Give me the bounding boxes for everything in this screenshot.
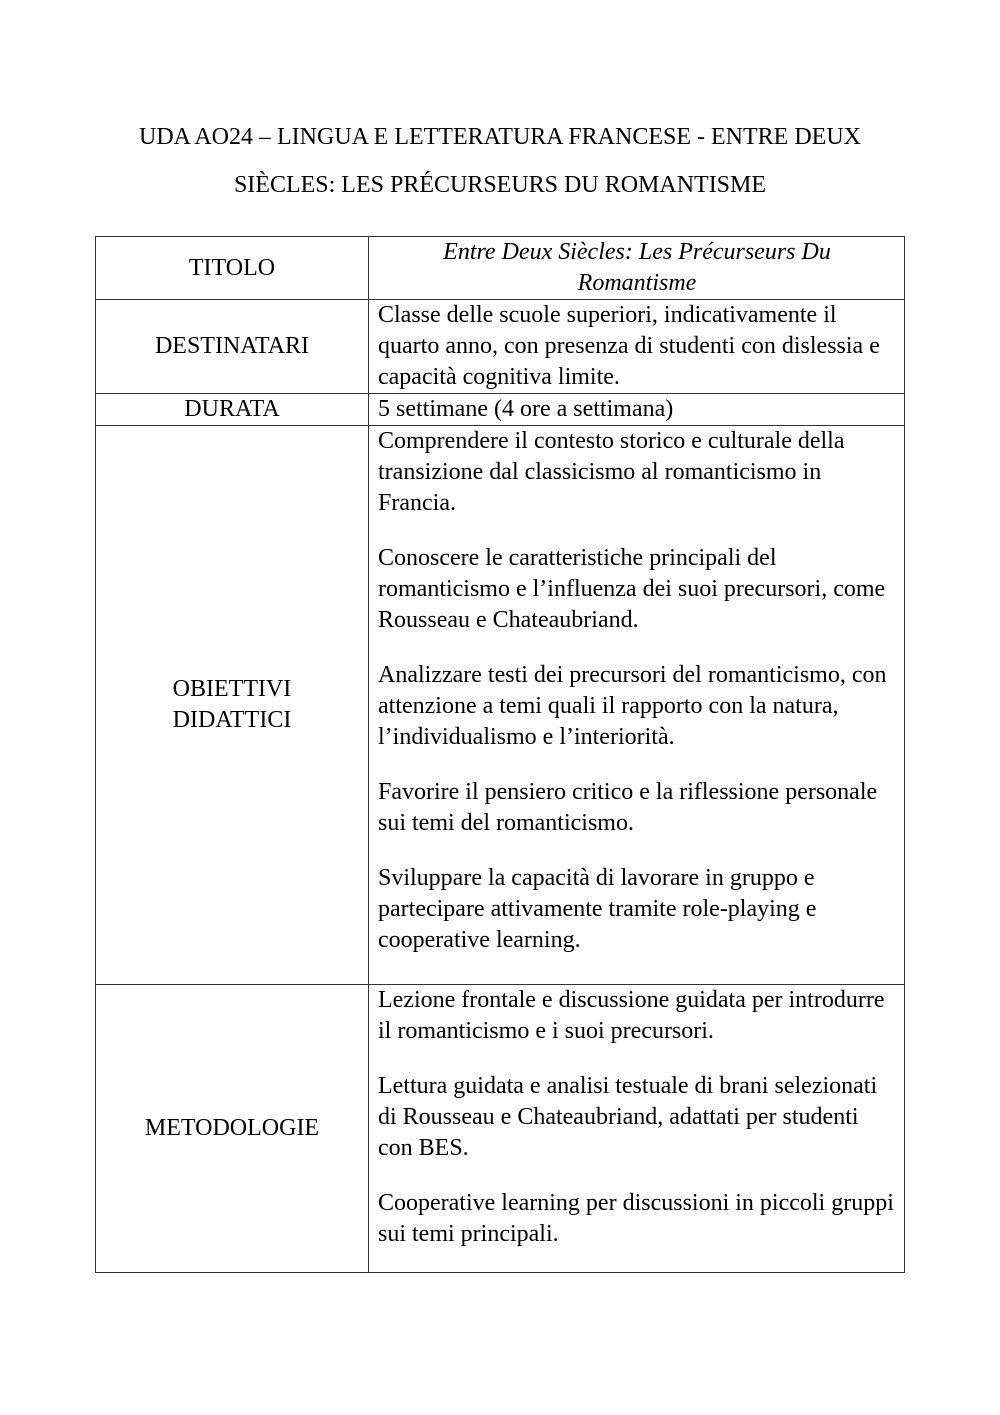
durata-value: 5 settimane (4 ore a settimana)	[369, 394, 905, 426]
metodologia-item: Cooperative learning per discussioni in piccoli gruppi sui temi principali.	[378, 1190, 894, 1247]
obiettivi-label	[96, 426, 369, 985]
table-row-obiettivi	[96, 426, 905, 985]
table-row-destinatari	[96, 300, 905, 394]
obiettivi-label-text	[96, 674, 368, 736]
titolo-label: TITOLO	[96, 237, 369, 300]
table-row-titolo	[96, 237, 905, 300]
metodologie-value	[369, 985, 905, 1273]
destinatari-value: Classe delle scuole superiori, indicativamente il quarto anno, con presenza di studenti con dislessia e capacità cognitiva limite.	[369, 300, 905, 394]
obiettivo-item: Sviluppare la capacità di lavorare in gruppo e partecipare attivamente tramite role-playing e cooperative learning.	[378, 865, 817, 953]
table-row-durata	[96, 394, 905, 426]
uda-table	[95, 236, 905, 1273]
obiettivo-item: Analizzare testi dei precursori del romanticismo, con attenzione a temi quali il rapporto con la natura, l’individualismo e l’interiorità.	[378, 662, 887, 750]
document-title-line-1: UDA AO24 – LINGUA E LETTERATURA FRANCESE - ENTRE DEUX	[139, 124, 861, 150]
obiettivo-item: Conoscere le caratteristiche principali del romanticismo e l’influenza dei suoi precursori, come Rousseau e Chateaubriand.	[378, 545, 886, 633]
titolo-value-line-1: Entre Deux Siècles: Les Précurseurs Du	[443, 239, 831, 265]
destinatari-label: DESTINATARI	[96, 300, 369, 394]
obiettivo-item: Favorire il pensiero critico e la riflessione personale sui temi del romanticismo.	[378, 779, 878, 836]
document-title-line-2: SIÈCLES: LES PRÉCURSEURS DU ROMANTISME	[233, 172, 767, 198]
obiettivi-label-line-2: DIDATTICI	[172, 707, 292, 733]
document-title	[60, 113, 940, 209]
durata-label: DURATA	[96, 394, 369, 426]
obiettivi-label-line-1: OBIETTIVI	[172, 676, 292, 702]
metodologie-label: METODOLOGIE	[96, 985, 369, 1273]
metodologia-item: Lettura guidata e analisi testuale di brani selezionati di Rousseau e Chateaubriand, adattati per studenti con BES.	[378, 1073, 878, 1161]
titolo-value-line-2: Romantisme	[577, 270, 697, 296]
table-row-metodologie	[96, 985, 905, 1273]
metodologia-item: Lezione frontale e discussione guidata per introdurre il romanticismo e i suoi precursori.	[378, 987, 885, 1044]
titolo-value	[369, 237, 905, 300]
obiettivo-item: Comprendere il contesto storico e culturale della transizione dal classicismo al romanticismo in Francia.	[378, 428, 845, 516]
obiettivi-value	[369, 426, 905, 985]
